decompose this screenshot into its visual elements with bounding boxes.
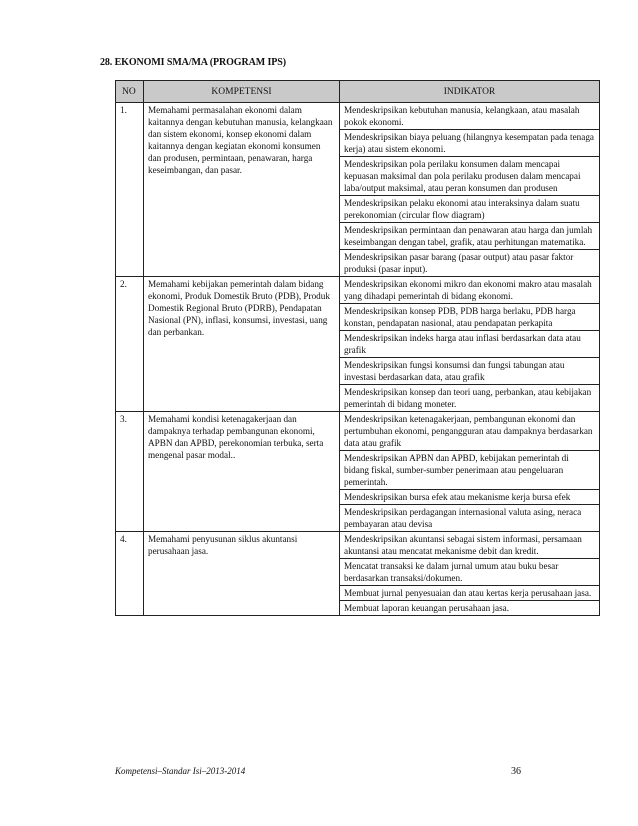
table-row [116,412,600,451]
indikator-cell: Mendeskripsikan ketenagakerjaan, pembangunan ekonomi dan pertumbuhan ekonomi, pengangguran atau dampaknya berdasarkan data atau grafik [340,412,600,451]
header-kompetensi: KOMPETENSI [144,81,340,103]
indikator-cell: Mendeskripsikan konsep PDB, PDB harga berlaku, PDB harga konstan, pendapatan nasional, atau pendapatan perkapita [340,304,600,331]
row-number: 3. [116,412,144,532]
indikator-cell: Mendeskripsikan APBN dan APBD, kebijakan pemerintah di bidang fiskal, sumber-sumber penerimaan atau pengeluaran pemerintah. [340,451,600,490]
indikator-cell: Membuat jurnal penyesuaian dan atau kertas kerja perusahaan jasa. [340,586,600,601]
row-number: 2. [116,277,144,412]
table-header-row [116,81,600,103]
kompetensi-cell: Memahami permasalahan ekonomi dalam kaitannya dengan kebutuhan manusia, kelangkaan dan sistem ekonomi, konsep ekonomi dalam kaitannya dengan kegiatan ekonomi konsumen dan produsen, permintaan, penawaran, harga keseimbangan, dan pasar. [144,103,340,277]
row-number: 4. [116,532,144,616]
table-row [116,103,600,130]
section-heading: 28. EKONOMI SMA/MA (PROGRAM IPS) [100,57,286,68]
footer-title: Kompetensi–Standar Isi–2013-2014 [115,766,246,776]
header-no: NO [116,81,144,103]
row-number: 1. [116,103,144,277]
indikator-cell: Mendeskripsikan ekonomi mikro dan ekonomi makro atau masalah yang dihadapi pemerintah di bidang ekonomi. [340,277,600,304]
indikator-cell: Mendeskripsikan konsep dan teori uang, perbankan, atau kebijakan pemerintah di bidang moneter. [340,385,600,412]
header-indikator: INDIKATOR [340,81,600,103]
indikator-cell: Mendeskripsikan permintaan dan penawaran atau harga dan jumlah keseimbangan dengan tabel, grafik, atau perhitungan matematika. [340,223,600,250]
indikator-cell: Mendeskripsikan kebutuhan manusia, kelangkaan, atau masalah pokok ekonomi. [340,103,600,130]
indikator-cell: Membuat laporan keuangan perusahaan jasa. [340,601,600,616]
kompetensi-cell: Memahami kondisi ketenagakerjaan dan dampaknya terhadap pembangunan ekonomi, APBN dan APBD, perekonomian terbuka, serta mengenal pasar modal.. [144,412,340,532]
indikator-cell: Mencatat transaksi ke dalam jurnal umum atau buku besar berdasarkan transaksi/dokumen. [340,559,600,586]
table-body [116,103,600,616]
indikator-cell: Mendeskripsikan pelaku ekonomi atau interaksinya dalam suatu perekonomian (circular flow diagram) [340,196,600,223]
table-row [116,532,600,559]
indikator-cell: Mendeskripsikan perdagangan internasional valuta asing, neraca pembayaran atau devisa [340,505,600,532]
indikator-cell: Mendeskripsikan biaya peluang (hilangnya kesempatan pada tenaga kerja) atau sistem ekonomi. [340,130,600,157]
competency-table [115,80,600,616]
kompetensi-cell: Memahami penyusunan siklus akuntansi perusahaan jasa. [144,532,340,616]
page-number: 36 [511,766,521,777]
table-row [116,277,600,304]
indikator-cell: Mendeskripsikan akuntansi sebagai sistem informasi, persamaan akuntansi atau mencatat mekanisme debit dan kredit. [340,532,600,559]
indikator-cell: Mendeskripsikan bursa efek atau mekanisme kerja bursa efek [340,490,600,505]
indikator-cell: Mendeskripsikan pola perilaku konsumen dalam mencapai kepuasan maksimal dan pola perilaku produsen dalam mencapai laba/output maksimal, atau peran konsumen dan produsen [340,157,600,196]
indikator-cell: Mendeskripsikan indeks harga atau inflasi berdasarkan data atau grafik [340,331,600,358]
indikator-cell: Mendeskripsikan pasar barang (pasar output) atau pasar faktor produksi (pasar input). [340,250,600,277]
kompetensi-cell: Memahami kebijakan pemerintah dalam bidang ekonomi, Produk Domestik Bruto (PDB), Produk Domestik Regional Bruto (PDRB), Pendapatan Nasional (PN), inflasi, konsumsi, investasi, uang dan perbankan. [144,277,340,412]
indikator-cell: Mendeskripsikan fungsi konsumsi dan fungsi tabungan atau investasi berdasarkan data, atau grafik [340,358,600,385]
